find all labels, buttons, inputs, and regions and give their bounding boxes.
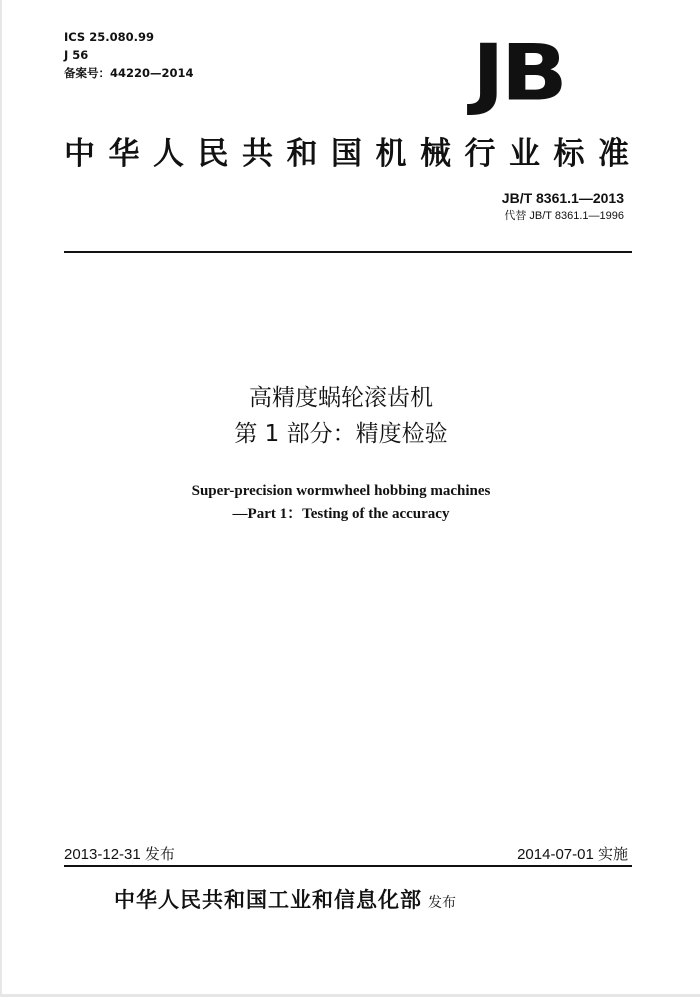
english-title-line-1: Super-precision wormwheel hobbing machines bbox=[191, 483, 491, 499]
header-meta bbox=[64, 28, 194, 82]
bottom-divider bbox=[64, 865, 632, 867]
standard-number-block bbox=[502, 188, 624, 224]
publisher-name: 中华人民共和国工业和信息化部 bbox=[114, 888, 422, 912]
issue-date: 2013-12-31 发布 bbox=[64, 846, 175, 863]
replaces-standard: 代替 JB/T 8361.1—1996 bbox=[504, 210, 624, 222]
publisher-release: 发布 bbox=[428, 895, 456, 911]
effective-date: 2014-07-01 实施 bbox=[517, 846, 628, 863]
chinese-title bbox=[2, 380, 680, 452]
publisher-line bbox=[114, 884, 456, 914]
industry-standard-title: 中华人民共和国机械行业标准 bbox=[64, 136, 643, 172]
category-code: J 56 bbox=[64, 48, 89, 62]
english-title-line-2: —Part 1：Testing of the accuracy bbox=[232, 506, 450, 522]
english-title bbox=[2, 480, 680, 526]
jb-logo: JB bbox=[472, 27, 564, 119]
top-divider bbox=[64, 251, 632, 253]
record-number: 备案号：44220—2014 bbox=[64, 66, 194, 80]
chinese-title-line-2: 第 1 部分：精度检验 bbox=[234, 421, 448, 447]
standard-number: JB/T 8361.1—2013 bbox=[501, 190, 624, 206]
chinese-title-line-1: 高精度蜗轮滚齿机 bbox=[249, 385, 433, 411]
ics-code: ICS 25.080.99 bbox=[64, 30, 154, 44]
